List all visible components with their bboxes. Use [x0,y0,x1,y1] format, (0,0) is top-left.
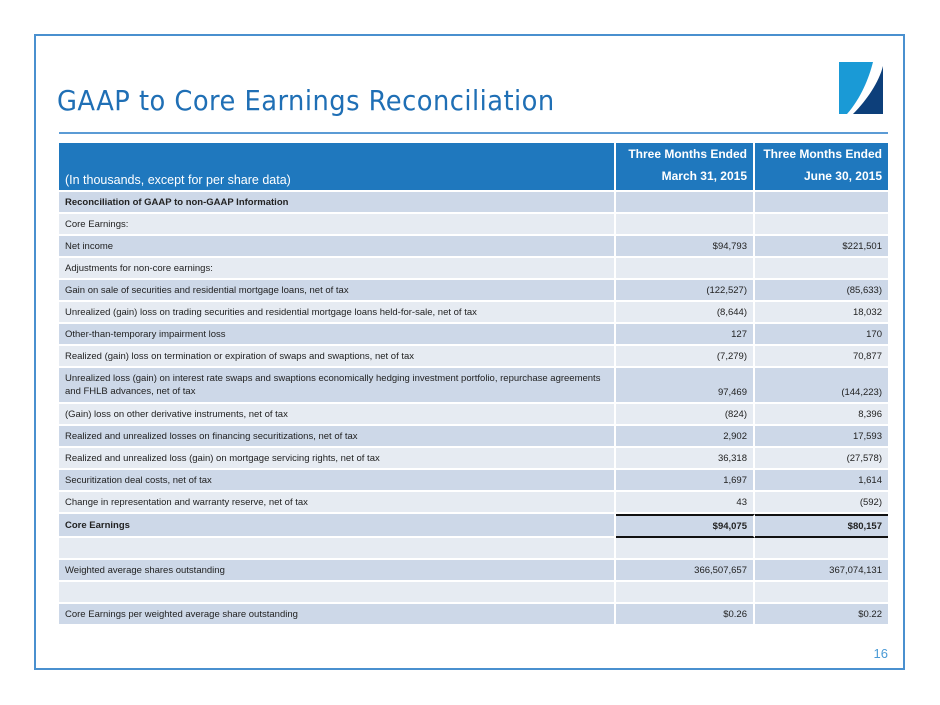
table-row [59,470,888,492]
table-row [59,492,888,514]
column-header-q2 [755,143,888,192]
row-value-q2: $0.22 [755,604,888,626]
row-value-q1: (122,527) [616,280,755,302]
table-row-spacer [59,582,888,604]
row-label: Adjustments for non-core earnings: [59,258,616,280]
row-value-q1: (8,644) [616,302,755,324]
column-header-q1-line1: Three Months Ended [628,147,747,161]
row-label: (Gain) loss on other derivative instruments, net of tax [59,404,616,426]
table-row [59,280,888,302]
table-row-subheading [59,214,888,236]
row-value-q2: 8,396 [755,404,888,426]
table-row [59,404,888,426]
row-value-q1: (824) [616,404,755,426]
table-row [59,368,888,404]
row-label: Core Earnings [59,514,616,538]
row-label: Gain on sale of securities and residential mortgage loans, net of tax [59,280,616,302]
column-header-q2-line1: Three Months Ended [763,147,882,161]
column-header-q2-line2: June 30, 2015 [803,169,882,183]
row-value-q1: $0.26 [616,604,755,626]
column-header-q1-line2: March 31, 2015 [661,169,747,183]
row-value-q2: $221,501 [755,236,888,258]
row-value-q1: 2,902 [616,426,755,448]
table-row [59,324,888,346]
table-row [59,302,888,324]
row-label: Change in representation and warranty reserve, net of tax [59,492,616,514]
row-label: Securitization deal costs, net of tax [59,470,616,492]
row-value-q2: 1,614 [755,470,888,492]
table-row [59,346,888,368]
row-value-q2 [755,538,888,560]
row-value-q1: 43 [616,492,755,514]
row-value-q2: (85,633) [755,280,888,302]
row-label: Core Earnings per weighted average share outstanding [59,604,616,626]
row-value-q1: $94,793 [616,236,755,258]
row-value-q2: $80,157 [755,514,888,538]
table-row-section-heading [59,192,888,214]
column-header-q1 [616,143,755,192]
page-number: 16 [873,646,888,661]
table-header-row [59,143,888,192]
row-value-q2 [755,214,888,236]
units-note: (In thousands, except for per share data) [59,143,616,192]
row-value-q1 [616,582,755,604]
row-label: Other-than-temporary impairment loss [59,324,616,346]
row-value-q1: 366,507,657 [616,560,755,582]
row-value-q1 [616,192,755,214]
row-value-q2 [755,192,888,214]
row-label: Weighted average shares outstanding [59,560,616,582]
row-value-q1: $94,075 [616,514,755,538]
table-row [59,448,888,470]
row-value-q2: (27,578) [755,448,888,470]
row-value-q2: 70,877 [755,346,888,368]
row-value-q1: (7,279) [616,346,755,368]
table-row [59,258,888,280]
table-row [59,236,888,258]
row-value-q2: 18,032 [755,302,888,324]
row-label: Unrealized (gain) loss on trading securities and residential mortgage loans held-for-sale, net of tax [59,302,616,324]
row-value-q1: 36,318 [616,448,755,470]
table-row-core-earnings-total [59,514,888,538]
table-row [59,560,888,582]
row-label [59,582,616,604]
row-label: Core Earnings: [59,214,616,236]
row-value-q1: 127 [616,324,755,346]
title-divider [59,132,888,134]
row-value-q2: (592) [755,492,888,514]
row-value-q1 [616,258,755,280]
row-value-q2: 17,593 [755,426,888,448]
row-label [59,538,616,560]
table-row [59,604,888,626]
row-label: Realized and unrealized losses on financing securitizations, net of tax [59,426,616,448]
row-value-q1 [616,214,755,236]
row-label: Net income [59,236,616,258]
row-value-q2 [755,582,888,604]
row-value-q1: 97,469 [616,368,755,404]
row-label: Reconciliation of GAAP to non-GAAP Information [59,192,616,214]
row-value-q2: 367,074,131 [755,560,888,582]
row-value-q2: (144,223) [755,368,888,404]
row-value-q1 [616,538,755,560]
row-label: Unrealized loss (gain) on interest rate swaps and swaptions economically hedging investment portfolio, repurchase agreements and FHLB advances, net of tax [59,368,616,404]
slide-title: GAAP to Core Earnings Reconciliation [57,84,555,117]
table-row [59,426,888,448]
row-label: Realized (gain) loss on termination or expiration of swaps and swaptions, net of tax [59,346,616,368]
company-logo-icon [839,62,883,114]
row-value-q2: 170 [755,324,888,346]
table-row-spacer [59,538,888,560]
reconciliation-table [59,143,888,626]
row-value-q1: 1,697 [616,470,755,492]
row-value-q2 [755,258,888,280]
row-label: Realized and unrealized loss (gain) on mortgage servicing rights, net of tax [59,448,616,470]
